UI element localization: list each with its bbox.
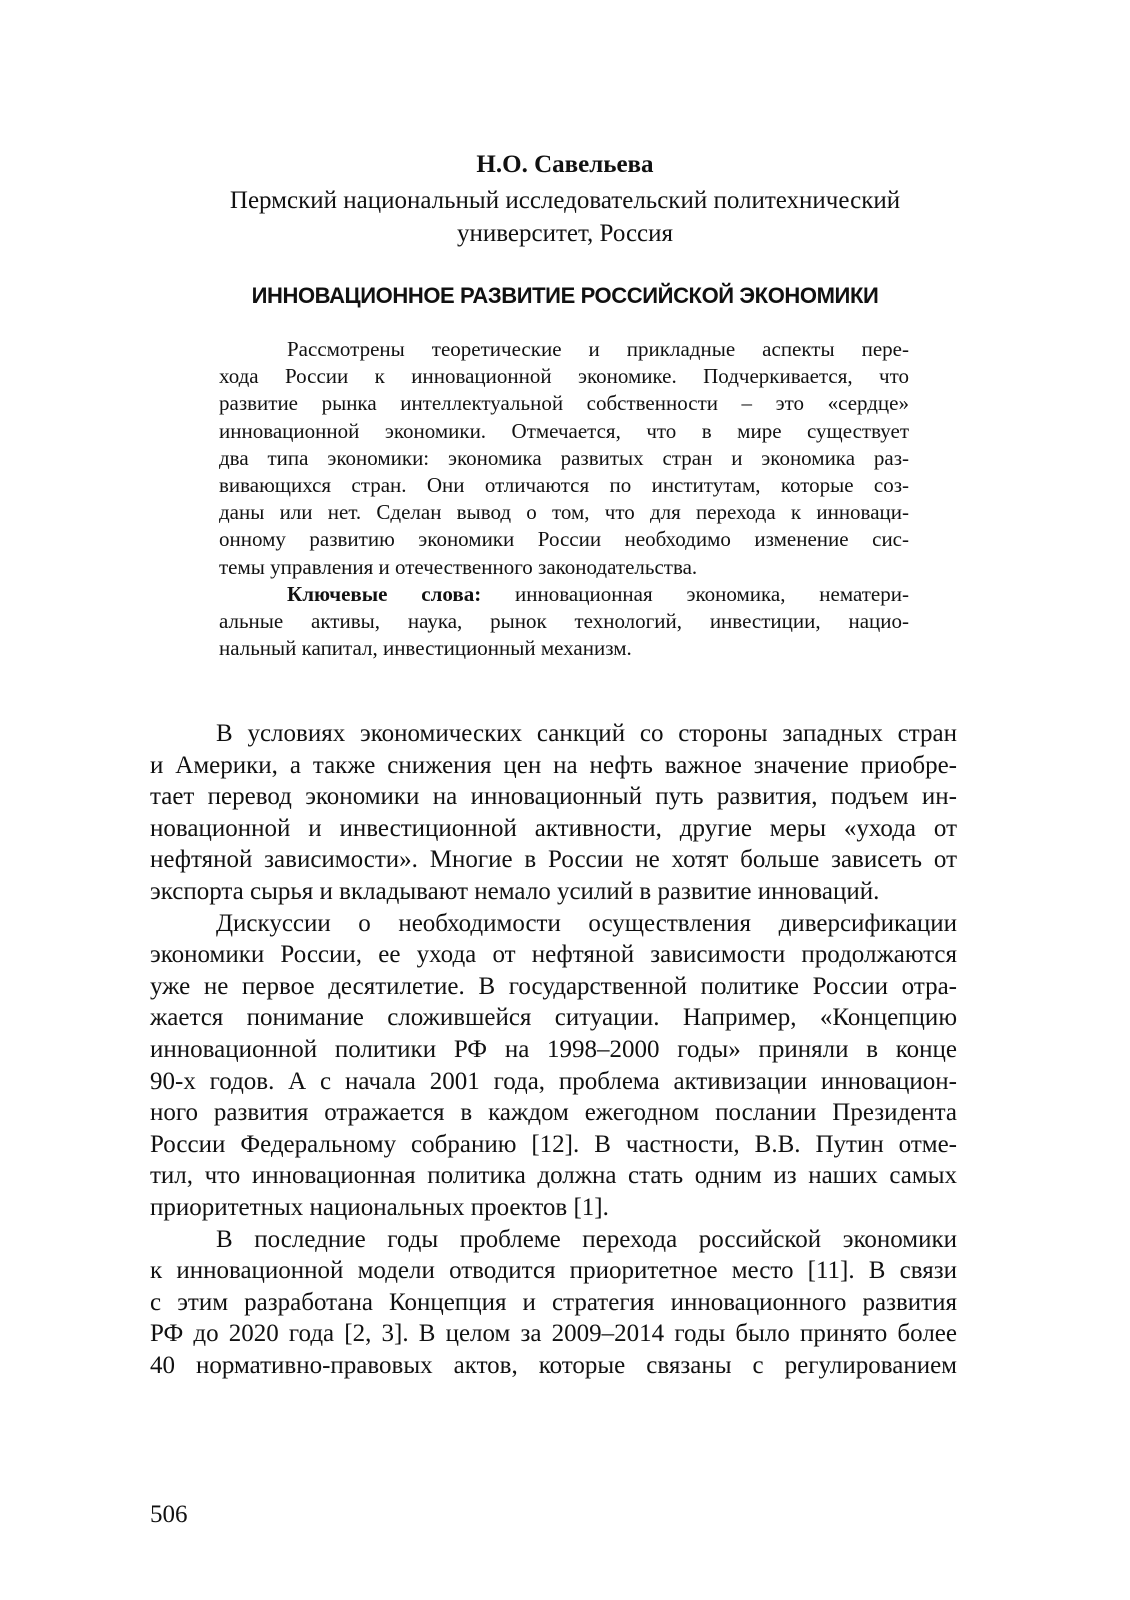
body-line: к инновационной модели отводится приоритетное место [11]. В связи — [150, 1257, 957, 1285]
abstract — [219, 336, 909, 662]
keywords-label: Ключевые слова: — [287, 581, 482, 606]
body-line: 40 нормативно-правовых актов, которые связаны с регулированием — [150, 1351, 957, 1379]
body-line: новационной и инвестиционной активности, другие меры «ухода от — [150, 814, 957, 842]
abstract-line: онному развитию экономики России необходимо изменение сис- — [219, 527, 909, 552]
body-line: России Федеральному собранию [12]. В частности, В.В. Путин отме- — [150, 1130, 957, 1158]
page-number: 506 — [150, 1501, 188, 1528]
keywords-text: инновационная экономика, нематери- — [515, 581, 909, 606]
body-text — [150, 718, 957, 1381]
author-name: Н.О. Савельева — [476, 151, 654, 178]
affiliation-line: Пермский национальный исследовательский политехнический — [229, 187, 901, 214]
author-affiliation — [150, 184, 980, 250]
abstract-line: даны или нет. Сделан вывод о том, что для перехода к инноваци- — [219, 500, 909, 525]
body-line: тил, что инновационная политика должна стать одним из наших самых — [150, 1162, 957, 1190]
body-line: приоритетных национальных проектов [1]. — [150, 1193, 609, 1221]
keywords-line: альные активы, наука, рынок технологий, инвестиции, нацио- — [219, 608, 909, 633]
keywords-line: нальный капитал, инвестиционный механизм. — [219, 636, 632, 661]
body-line: ного развития отражается в каждом ежегодном послании Президента — [150, 1099, 957, 1127]
body-line: РФ до 2020 года [2, 3]. В целом за 2009–2014 годы было принято более — [150, 1320, 957, 1348]
article-title: ИННОВАЦИОННОЕ РАЗВИТИЕ РОССИЙСКОЙ ЭКОНОМИКИ — [251, 283, 879, 308]
body-line: 90-х годов. А с начала 2001 года, проблема активизации инновацион- — [150, 1067, 957, 1095]
abstract-line: хода России к инновационной экономике. Подчеркивается, что — [219, 364, 909, 389]
body-line: В последние годы проблеме перехода российской экономики — [216, 1225, 957, 1253]
abstract-line: Рассмотрены теоретические и прикладные аспекты пере- — [287, 337, 909, 361]
affiliation-line: университет, Россия — [456, 220, 674, 247]
body-line: инновационной политики РФ на 1998–2000 годы» приняли в конце — [150, 1035, 957, 1063]
body-line: с этим разработана Концепция и стратегия инновационного развития — [150, 1288, 957, 1316]
body-line: экспорта сырья и вкладывают немало усилий в развитие инноваций. — [150, 877, 880, 905]
abstract-line: темы управления и отечественного законодательства. — [219, 554, 698, 579]
body-line: тает перевод экономики на инновационный путь развития, подъем ин- — [150, 783, 957, 811]
body-line: жается понимание сложившейся ситуации. Например, «Концепцию — [150, 1004, 957, 1032]
body-line: Дискуссии о необходимости осуществления диверсификации — [216, 909, 957, 937]
abstract-line: инновационной экономики. Отмечается, что в мире существует — [219, 418, 909, 443]
body-line: нефтяной зависимости». Многие в России не хотят больше зависеть от — [150, 846, 957, 874]
body-line: В условиях экономических санкций со стороны западных стран — [216, 720, 957, 747]
body-line: экономики России, ее ухода от нефтяной зависимости продолжаются — [150, 941, 957, 969]
body-line: уже не первое десятилетие. В государственной политике России отра- — [150, 972, 957, 1000]
keywords-line — [219, 581, 909, 608]
abstract-line: развитие рынка интеллектуальной собственности – это «сердце» — [219, 391, 909, 416]
body-line: и Америки, а также снижения цен на нефть важное значение приобре- — [150, 751, 957, 779]
abstract-line: два типа экономики: экономика развитых стран и экономика раз- — [219, 445, 909, 470]
abstract-line: вивающихся стран. Они отличаются по институтам, которые соз- — [219, 472, 909, 497]
